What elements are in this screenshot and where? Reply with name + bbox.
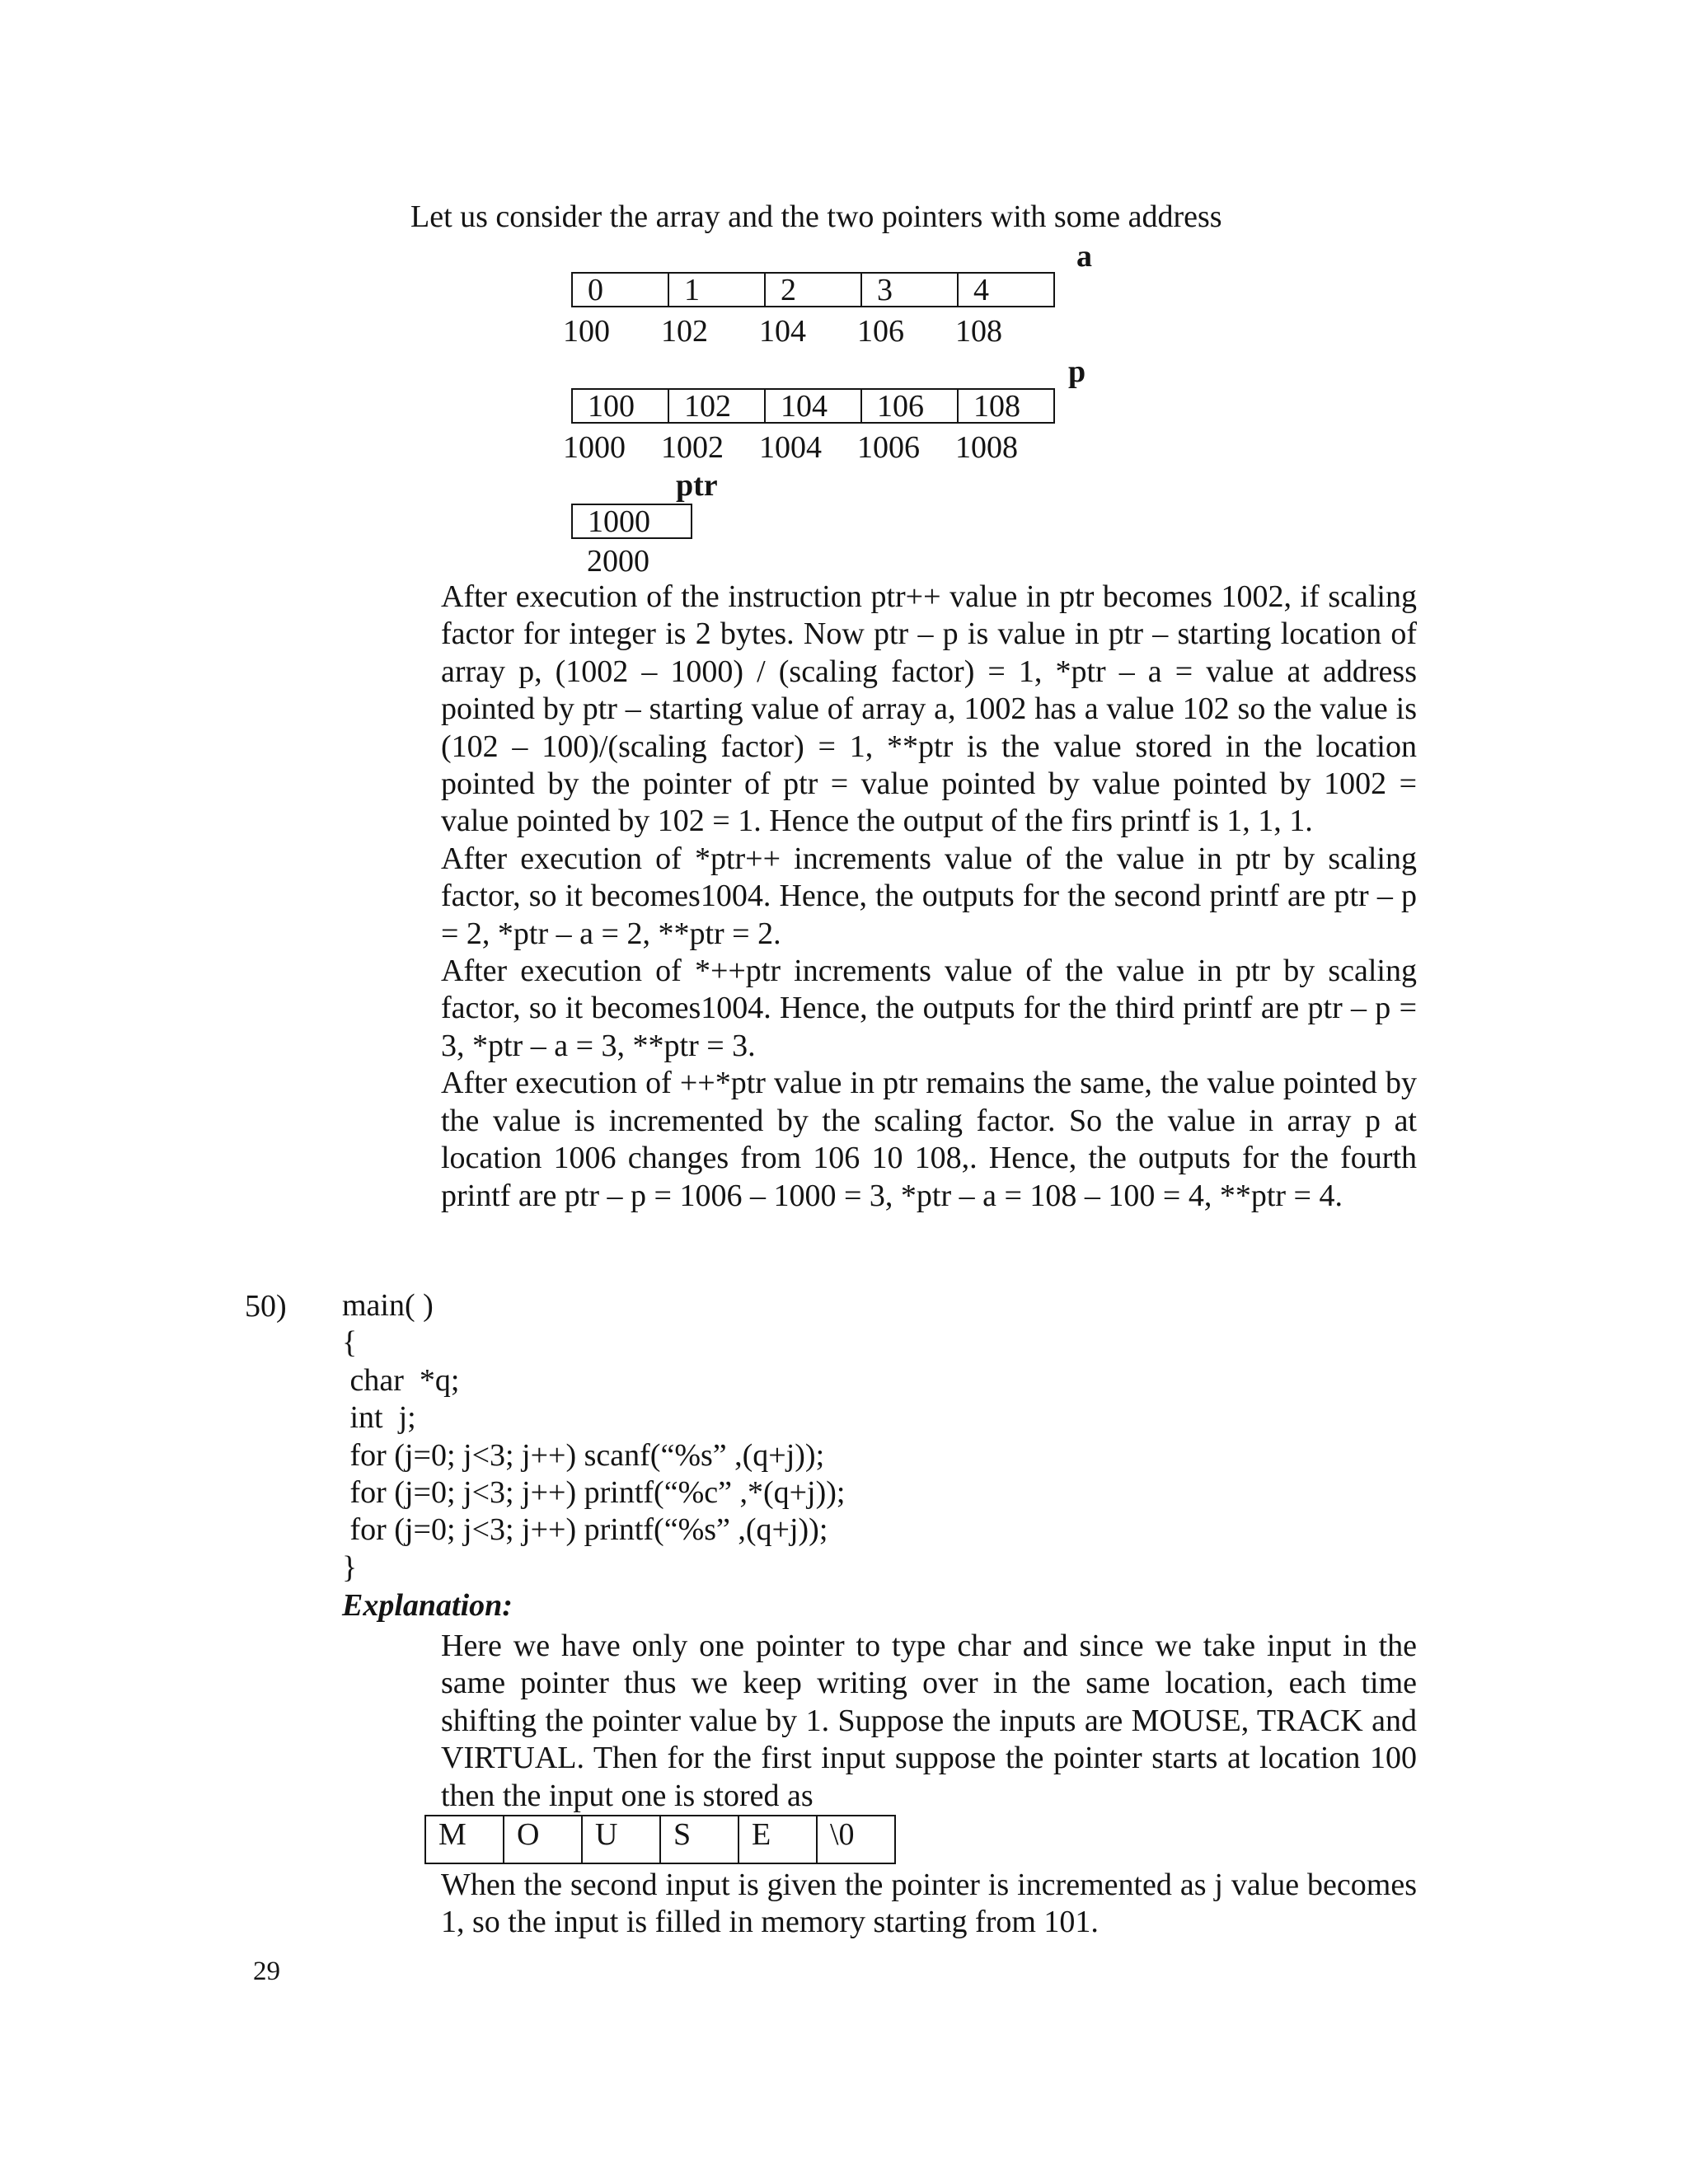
memory-cell: U <box>581 1815 659 1864</box>
explanation-paragraph: After execution of *++ptr increments value of the value in ptr by scaling factor, so it becomes1004. Hence, the outputs for the third printf are ptr – p = 3, *ptr – a = 3, **ptr = 3. <box>441 954 1417 1063</box>
memory-cell: M <box>424 1815 503 1864</box>
array-a-addresses <box>563 312 1053 350</box>
code-block <box>342 1287 845 1586</box>
explanation-heading: Explanation: <box>342 1588 513 1623</box>
array-p-cell: 100 <box>571 388 668 424</box>
code-line: { <box>342 1325 358 1361</box>
array-p-label: p <box>1068 354 1086 389</box>
explanation-paragraph: After execution of *ptr++ increments value of the value in ptr by scaling factor, so it becomes1004. Hence, the outputs for the second printf are ptr – p = 2, *ptr – a = 2, **ptr = 2. <box>441 841 1417 951</box>
array-a-cell: 0 <box>571 272 668 307</box>
array-a-cell: 4 <box>957 272 1053 307</box>
explanation2-block-end <box>441 1867 1417 1942</box>
explanation2-paragraph: Here we have only one pointer to type char and since we take input in the same pointer thus we keep writing over in the same location, each time shifting the pointer value by 1. Suppose the inputs are MOUSE, TRACK and VIRTUAL. Then for the first input suppose the pointer starts at location 100 then the input one is stored as <box>441 1629 1417 1813</box>
array-p-cell: 102 <box>668 388 764 424</box>
memory-cell: \0 <box>816 1815 894 1864</box>
explanation-paragraph: After execution of ++*ptr value in ptr remains the same, the value pointed by the value is incremented by the scaling factor. So the value in array p at location 1006 changes from 106 10 108,. Hence, the outputs for the fourth printf are ptr – p = 1006 – 1000 = 3, *ptr – a = 108 – 100 = 4, **ptr = 4. <box>441 1066 1417 1213</box>
array-p-addresses <box>563 429 1053 466</box>
memory-cell: S <box>659 1815 738 1864</box>
array-a-address: 100 <box>563 314 610 349</box>
ptr-cell: 1000 <box>571 504 691 539</box>
explanation2-block <box>441 1628 1417 1815</box>
mouse-memory-cells <box>424 1815 896 1864</box>
explanation2-paragraph: When the second input is given the pointer is incremented as j value becomes 1, so the input is filled in memory starting from 101. <box>441 1868 1417 1940</box>
array-a-address: 104 <box>759 314 806 349</box>
array-a-address: 106 <box>857 314 904 349</box>
array-a-cell: 1 <box>668 272 764 307</box>
array-p-address: 1000 <box>563 430 626 465</box>
code-line: for (j=0; j<3; j++) printf(“%s” ,(q+j)); <box>342 1512 828 1548</box>
array-p-cell: 106 <box>860 388 957 424</box>
ptr-label: ptr <box>676 468 718 503</box>
array-p-cell: 104 <box>764 388 860 424</box>
array-p-cells <box>571 388 1055 424</box>
array-a-cells <box>571 272 1055 307</box>
array-p-address: 1008 <box>955 430 1018 465</box>
array-p-cell: 108 <box>957 388 1053 424</box>
memory-cell: E <box>738 1815 816 1864</box>
explanation-block <box>441 579 1417 1215</box>
code-line: int j; <box>342 1400 416 1436</box>
ptr-address: 2000 <box>587 544 649 579</box>
array-a-cell: 2 <box>764 272 860 307</box>
code-line: main( ) <box>342 1288 434 1323</box>
intro-text: Let us consider the array and the two pointers with some address <box>410 199 1222 234</box>
array-p-address: 1002 <box>661 430 724 465</box>
array-a-cell: 3 <box>860 272 957 307</box>
page-number: 29 <box>253 1957 280 1986</box>
array-a-address: 102 <box>661 314 708 349</box>
code-line: char *q; <box>342 1362 460 1398</box>
code-line: for (j=0; j<3; j++) printf(“%c” ,*(q+j)); <box>342 1475 846 1511</box>
ptr-cells <box>571 504 692 539</box>
code-line: } <box>342 1549 358 1585</box>
array-a-label: a <box>1076 239 1092 274</box>
explanation-paragraph: After execution of the instruction ptr++ value in ptr becomes 1002, if scaling factor for integer is 2 bytes. Now ptr – p is value in ptr – starting location of array p, (1002 – 1000) / (scaling factor) = 1, *ptr – a = value at address pointed by ptr – starting value of array a, 1002 has a value 102 so the value is (102 – 100)/(scaling factor) = 1, **ptr is the value stored in the location pointed by the pointer of ptr = value pointed by value pointed by 1002 = value pointed by 102 = 1. Hence the output of the firs printf is 1, 1, 1. <box>441 579 1417 839</box>
memory-cell: O <box>503 1815 581 1864</box>
code-line: for (j=0; j<3; j++) scanf(“%s” ,(q+j)); <box>342 1437 825 1473</box>
question-number: 50) <box>245 1289 287 1324</box>
array-a-address: 108 <box>955 314 1002 349</box>
array-p-address: 1004 <box>759 430 822 465</box>
array-p-address: 1006 <box>857 430 920 465</box>
